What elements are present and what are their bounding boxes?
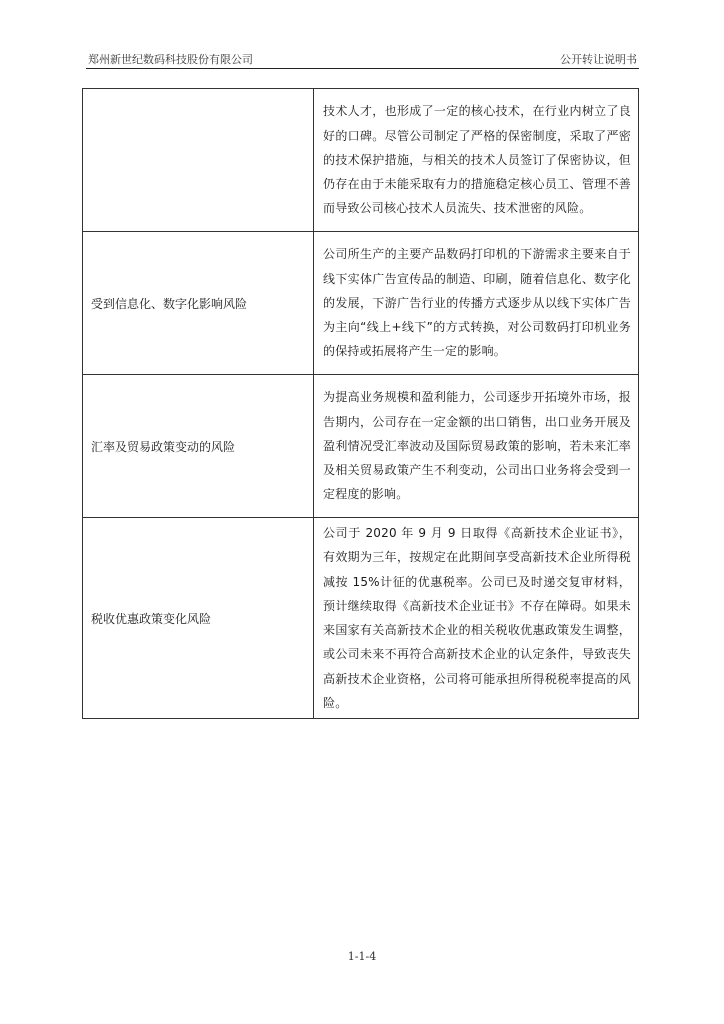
table-row (83, 375, 639, 518)
risk-name (83, 89, 314, 232)
risk-name: 受到信息化、数字化影响风险 (83, 232, 314, 375)
risk-description: 技术人才，也形成了一定的核心技术，在行业内树立了良好的口碑。尽管公司制定了严格的保密制度，采取了严密的技术保护措施，与相关的技术人员签订了保密协议，但仍存在由于未能采取有力的措施稳定核心员工、管理不善而导致公司核心技术人员流失、技术泄密的风险。 (314, 89, 639, 232)
risk-name: 汇率及贸易政策变动的风险 (83, 375, 314, 518)
risk-description: 公司于 2020 年 9 月 9 日取得《高新技术企业证书》，有效期为三年，按规定在此期间享受高新技术企业所得税减按 15%计征的优惠税率。公司已及时递交复审材料，预计继续取得《高新技术企业证书》不存在障碍。如果未来国家有关高新技术企业的相关税收优惠政策发生调整，或公司未来不再符合高新技术企业的认定条件，导致丧失高新技术企业资格，公司将可能承担所得税税率提高的风险。 (314, 518, 639, 719)
risk-name: 税收优惠政策变化风险 (83, 518, 314, 719)
company-name: 郑州新世纪数码科技股份有限公司 (88, 53, 253, 66)
table-row (83, 89, 639, 232)
table-row (83, 518, 639, 719)
page-header (86, 50, 639, 69)
risk-table (82, 88, 639, 719)
risk-description: 公司所生产的主要产品数码打印机的下游需求主要来自于线下实体广告宣传品的制造、印刷，随着信息化、数字化的发展，下游广告行业的传播方式逐步从以线下实体广告为主向“线上+线下”的方式转换，对公司数码打印机业务的保持或拓展将产生一定的影响。 (314, 232, 639, 375)
table-row (83, 232, 639, 375)
risk-description: 为提高业务规模和盈利能力，公司逐步开拓境外市场，报告期内，公司存在一定金额的出口销售，出口业务开展及盈利情况受汇率波动及国际贸易政策的影响，若未来汇率及相关贸易政策产生不利变动，公司出口业务将会受到一定程度的影响。 (314, 375, 639, 518)
page-number: 1-1-4 (347, 950, 377, 963)
document-title: 公开转让说明书 (560, 53, 637, 66)
